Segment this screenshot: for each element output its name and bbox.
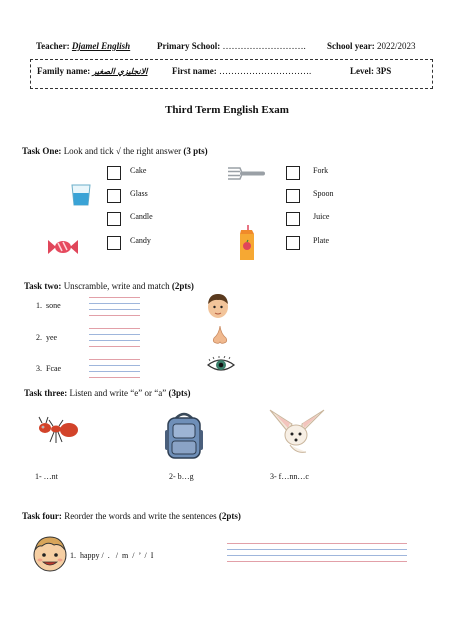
level-line — [350, 66, 391, 76]
task4-label: Task four: — [22, 511, 62, 521]
checkbox-glass[interactable] — [107, 189, 121, 203]
task2-heading — [24, 281, 194, 291]
year-label: School year: — [327, 41, 375, 51]
ant-icon — [36, 415, 80, 445]
fork-icon — [226, 165, 266, 181]
school-value: ………………………. — [222, 41, 306, 51]
option-cake: Cake — [130, 166, 147, 175]
firstname-line — [172, 66, 311, 76]
teacher-name: Djamel English — [71, 41, 131, 51]
school-label: Primary School: — [157, 41, 221, 51]
task4-points: (2pts) — [218, 511, 241, 521]
checkbox-juice[interactable] — [286, 212, 300, 226]
option-spoon: Spoon — [313, 189, 334, 198]
writing-lines-3[interactable] — [89, 359, 140, 383]
task1-points: (3 pts) — [183, 146, 208, 156]
task3-instruction: Listen and write “e” or “a” — [69, 388, 167, 398]
task3-heading — [24, 388, 190, 398]
writing-lines-2[interactable] — [89, 328, 140, 352]
scrambled-words: happy / . / m / ’ / I — [80, 551, 154, 560]
task2-item-1 — [36, 301, 61, 310]
option-candle: Candle — [130, 212, 153, 221]
writing-lines-1[interactable] — [89, 297, 140, 321]
task2-instruction: Unscramble, write and match — [63, 281, 170, 291]
candy-icon — [46, 237, 80, 257]
glass-icon — [70, 183, 92, 207]
juice-icon — [236, 224, 258, 262]
nose-icon — [208, 324, 232, 346]
boy-face-icon — [205, 292, 231, 320]
checkbox-candle[interactable] — [107, 212, 121, 226]
task2-label: Task two: — [24, 281, 62, 291]
level-value: 3PS — [376, 66, 392, 76]
checkbox-plate[interactable] — [286, 236, 300, 250]
first-label: First name: — [172, 66, 217, 76]
item-num: 2. — [36, 333, 42, 342]
task4-heading — [22, 511, 241, 521]
teacher-label: Teacher: — [36, 41, 70, 51]
option-glass: Glass — [130, 189, 148, 198]
task2-item-2 — [36, 333, 57, 342]
option-plate: Plate — [313, 236, 329, 245]
task2-item-3 — [36, 364, 61, 373]
school-line — [157, 41, 306, 51]
scrambled-word: Fcae — [46, 364, 62, 373]
scrambled-word: yee — [46, 333, 58, 342]
eye-icon — [206, 356, 236, 374]
option-juice: Juice — [313, 212, 330, 221]
teacher-line — [36, 41, 130, 51]
fennec-icon — [266, 408, 328, 456]
scrambled-word: sone — [46, 301, 61, 310]
level-label: Level: — [350, 66, 374, 76]
task4-instruction: Reorder the words and write the sentences — [64, 511, 217, 521]
task3-item-2[interactable]: 2- b…g — [169, 472, 194, 481]
first-value: …………………………. — [219, 66, 312, 76]
task1-heading — [22, 146, 208, 156]
task3-item-1[interactable]: 1- …nt — [35, 472, 58, 481]
task3-item-3[interactable]: 3- f…nn…c — [270, 472, 309, 481]
exam-title: Third Term English Exam — [165, 104, 289, 116]
task1-instruction: Look and tick √ the right answer — [63, 146, 182, 156]
checkbox-spoon[interactable] — [286, 189, 300, 203]
checkbox-cake[interactable] — [107, 166, 121, 180]
year-value: 2022/2023 — [377, 41, 416, 51]
bag-icon — [162, 412, 206, 462]
item-num: 3. — [36, 364, 42, 373]
item-num: 1. — [36, 301, 42, 310]
checkbox-fork[interactable] — [286, 166, 300, 180]
sentence-writing-lines[interactable] — [227, 543, 407, 567]
option-candy: Candy — [130, 236, 151, 245]
family-label: Family name: — [37, 66, 91, 76]
family-value: الانجليزي الصغير — [92, 67, 148, 76]
task3-points: (3pts) — [168, 388, 191, 398]
task2-points: (2pts) — [171, 281, 194, 291]
task1-label: Task One: — [22, 146, 62, 156]
task3-label: Task three: — [24, 388, 68, 398]
checkbox-candy[interactable] — [107, 236, 121, 250]
option-fork: Fork — [313, 166, 329, 175]
year-line — [327, 41, 416, 51]
task4-sentence-1 — [70, 551, 153, 560]
boy-head-icon — [30, 533, 70, 575]
family-line — [37, 66, 147, 76]
sentence-num: 1. — [70, 551, 76, 560]
